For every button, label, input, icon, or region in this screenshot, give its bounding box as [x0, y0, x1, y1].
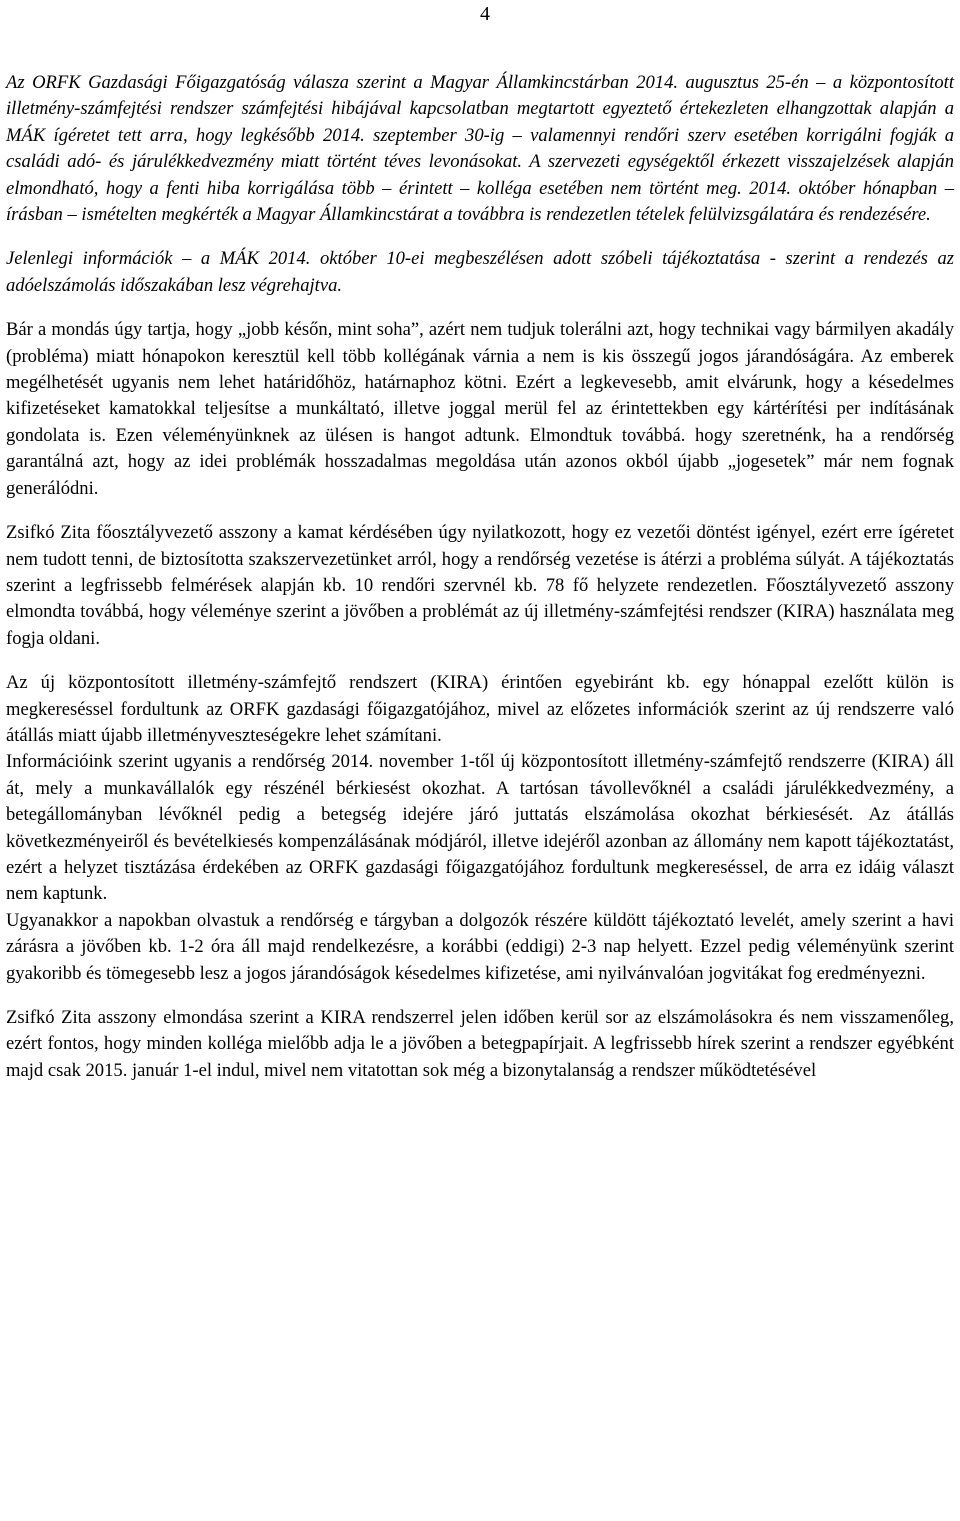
- paragraph-kira-transition: Információink szerint ugyanis a rendőrség 2014. november 1-től új központosított illetmény-számfejtő rendszerre (KIRA) áll át, mely a munkavállalók egy részénél bérkiesést okozhat. A tartósan távollevőknél a családi járulékkedvezmény, a betegállományban lévőknél pedig a betegség idejére járó juttatás elszámolása okozhat bérkiesését. Az átállás következményeiről és bevételkiesés kompenzálásának módjáról, illetve idejéről azonban az állomány nem kapott tájékoztatást, ezért a helyzet tisztázása érdekében az ORFK gazdasági főigazgatójához fordultunk megkereséssel, de arra ez idáig választ nem kaptunk.: [6, 751, 954, 905]
- paragraph-kira-inquiry: Az új központosított illetmény-számfejtő rendszert (KIRA) érintően egyebiránt kb. egy hónappal ezelőtt külön is megkereséssel fordultunk az ORFK gazdasági főigazgatójához, mivel az előzetes információk szerint az új rendszerre való átállás miatt újabb illetményveszteségekre lehet számítani.: [6, 672, 954, 746]
- document-body: [6, 70, 954, 1084]
- paragraph-kira-accounting: Zsifkó Zita asszony elmondása szerint a KIRA rendszerrel jelen időben kerül sor az elszámolásokra és nem visszamenőleg, ezért fontos, hogy minden kolléga mielőbb adja le a jövőben a betegpapírjait. A legfrissebb hírek szerint a rendszer egyébként majd csak 2015. január 1-el indul, mivel nem vitatottan sok még a bizonytalanság a rendszer működtetésével: [6, 1007, 954, 1081]
- paragraph-union-position: Bár a mondás úgy tartja, hogy „jobb későn, mint soha”, azért nem tudjuk tolerálni azt, hogy technikai vagy bármilyen akadály (probléma) miatt hónapokon keresztül kell több kollégának várnia a nem is kis összegű jogos járandóságára. Az emberek megélhetését ugyanis nem lehet határidőhöz, határnaphoz kötni. Ezért a legkevesebb, amit elvárunk, hogy a késedelmes kifizetéseket kamatokkal teljesítse a munkáltató, illetve joggal merül fel az érintettekben egy kártérítési per indításának gondolata is. Ezen véleményünknek az ülésen is hangot adtunk. Elmondtuk továbbá. hogy szeretnénk, ha a rendőrség garantálná azt, hogy az idei problémák hosszadalmas megoldása után azonos okból újabb „jogesetek” már nem fognak generálódni.: [6, 319, 954, 499]
- paragraph-orfk-response: Az ORFK Gazdasági Főigazgatóság válasza szerint a Magyar Államkincstárban 2014. augusztus 25-én – a központosított illetmény-számfejtési rendszer számfejtési hibájával kapcsolatban megtartott egyeztető értekezleten elhangzottak alapján a MÁK ígéretet tett arra, hogy legkésőbb 2014. szeptember 30-ig – valamennyi rendőri szerv esetében korrigálni fogják a családi adó- és járulékkedvezmény miatt történt téves levonásokat. A szervezeti egységektől érkezett visszajelzések alapján elmondható, hogy a fenti hiba korrigálása több – érintett – kolléga esetében nem történt meg. 2014. október hónapban – írásban – ismételten megkérték a Magyar Államkincstárat a továbbra is rendezetlen tételek felülvizsgálatára és rendezésére.: [6, 72, 954, 226]
- paragraph-head-of-department-statement: Zsifkó Zita főosztályvezető asszony a kamat kérdésében úgy nyilatkozott, hogy ez vezetői döntést igényel, ezért erre ígéretet nem tudott tenni, de biztosította szakszervezetünket arról, hogy a rendőrség vezetése is átérzi a probléma súlyát. A tájékoztatás szerint a legfrissebb felmérések alapján kb. 10 rendőri szervnél kb. 78 fő helyzete rendezetlen. Főosztályvezető asszony elmondta továbbá, hogy véleménye szerint a jövőben a problémát az új illetmény-számfejtési rendszer (KIRA) használata meg fogja oldani.: [6, 522, 954, 649]
- paragraph-information-letter: Ugyanakkor a napokban olvastuk a rendőrség e tárgyban a dolgozók részére küldött tájékoztató levelét, amely szerint a havi zárásra a jövőben kb. 1-2 óra áll majd rendelkezésre, a korábbi (eddigi) 2-3 nap helyett. Ezzel pedig véleményünk szerint gyakoribb és tömegesebb lesz a jogos járandóságok késedelmes kifizetése, ami nyilvánvalóan jogvitákat fog eredményezni.: [6, 909, 954, 984]
- paragraph-current-information: Jelenlegi információk – a MÁK 2014. október 10-ei megbeszélésen adott szóbeli tájékoztatása - szerint a rendezés az adóelszámolás időszakában lesz végrehajtva.: [6, 248, 954, 296]
- page-number: 4: [480, 3, 490, 25]
